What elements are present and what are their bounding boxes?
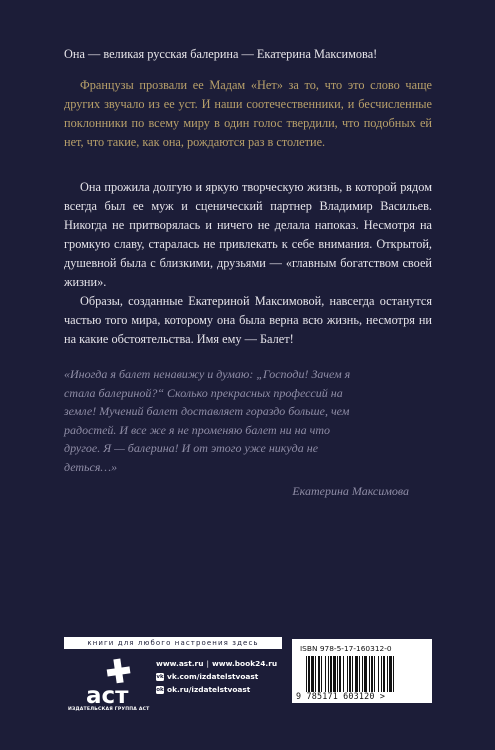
barcode-bar: [381, 656, 382, 692]
barcode-bar: [311, 656, 314, 692]
websites-row: [156, 657, 296, 670]
vk-icon: vk: [156, 673, 164, 680]
ballerina-quote: «Иногда я балет ненавижу и думаю: „Господи! Зачем я стала балериной?“ Сколько прекрасных профессий на земле! Мучений балет доставляет гораздо больше, чем радостей. И все же я не променяю балет ни на что другое. Я — балерина! И от этого уже никуда не деться…»: [64, 367, 351, 474]
contact-links: [156, 657, 296, 696]
barcode-bar: [362, 656, 363, 692]
barcode-bar: [318, 656, 320, 692]
vk-link[interactable]: vk.com/izdatelstvoast: [167, 672, 259, 681]
ast-logo-icon: [82, 657, 142, 713]
lead-line: Она — великая русская балерина — Екатерина Максимова!: [64, 47, 378, 61]
gold-paragraph: Французы прозвали ее Мадам «Нет» за то, что это слово чаще других звучало из ее уст. И наши соотечественники, и бесчисленные поклонники по всему миру в один голос твердили, что подобных ей нет, что такие, как она, рождаются раз в столетие.: [64, 78, 432, 149]
body-paragraph-2: Образы, созданные Екатериной Максимовой, навсегда останутся частью того мира, которому она была верна всю жизнь, несмотря ни на какие обстоятельства. Имя ему — Балет!: [64, 294, 432, 346]
barcode-bar: [378, 656, 379, 692]
barcode-bar: [337, 656, 338, 692]
barcode-bar: [387, 656, 388, 692]
barcode-bar: [343, 656, 344, 692]
barcode-bar: [383, 656, 385, 692]
barcode-bar: [347, 656, 348, 692]
barcode-bar: [315, 656, 316, 692]
barcode-icon: [306, 656, 424, 692]
barcode-box: [292, 639, 432, 703]
barcode-bar: [330, 656, 332, 692]
barcode-bar: [364, 656, 367, 692]
publisher-name: ИЗДАТЕЛЬСКАЯ ГРУППА АСТ: [68, 707, 150, 712]
barcode-bar: [333, 656, 336, 692]
barcode-bar: [369, 656, 370, 692]
vk-row: [156, 670, 296, 683]
tagline-bar: книги для любого настроения здесь: [64, 637, 282, 649]
barcode-bar: [321, 656, 322, 692]
body-text: [64, 178, 432, 349]
barcode-digits: 9 785171 603120 >: [296, 691, 386, 701]
site-book24-link[interactable]: www.book24.ru: [211, 659, 278, 668]
barcode-bar: [328, 656, 329, 692]
barcode-bar: [371, 656, 373, 692]
isbn-text: ISBN 978-5-17-160312-0: [300, 644, 392, 653]
site-ast-link[interactable]: www.ast.ru: [156, 659, 204, 668]
ok-row: [156, 683, 296, 696]
barcode-bar: [355, 656, 358, 692]
ok-link[interactable]: ok.ru/izdatelstvoast: [167, 685, 251, 694]
barcode-bar: [349, 656, 351, 692]
barcode-bar: [308, 656, 310, 692]
logo-text: аст: [86, 683, 129, 709]
barcode-bar: [389, 656, 392, 692]
ok-icon: ok: [156, 686, 164, 693]
site-separator: |: [206, 659, 209, 668]
barcode-bar: [306, 656, 307, 692]
barcode-bar: [352, 656, 353, 692]
body-paragraph-1: Она прожила долгую и яркую творческую жизнь, в которой рядом всегда был ее муж и сценический партнер Владимир Васильев. Никогда не притворялась и ничего не делала напоказ. Несмотря на громкую славу, старалась не привлекать к себе внимания. Открытой, душевной была с близкими, друзьями — «главным богатством своей жизни».: [64, 180, 432, 289]
barcode-bar: [374, 656, 375, 692]
barcode-bar: [325, 656, 326, 692]
footer: [64, 637, 434, 717]
barcode-bar: [393, 656, 394, 692]
quote-author: Екатерина Максимова: [292, 484, 409, 498]
barcode-bar: [359, 656, 360, 692]
barcode-bar: [339, 656, 341, 692]
